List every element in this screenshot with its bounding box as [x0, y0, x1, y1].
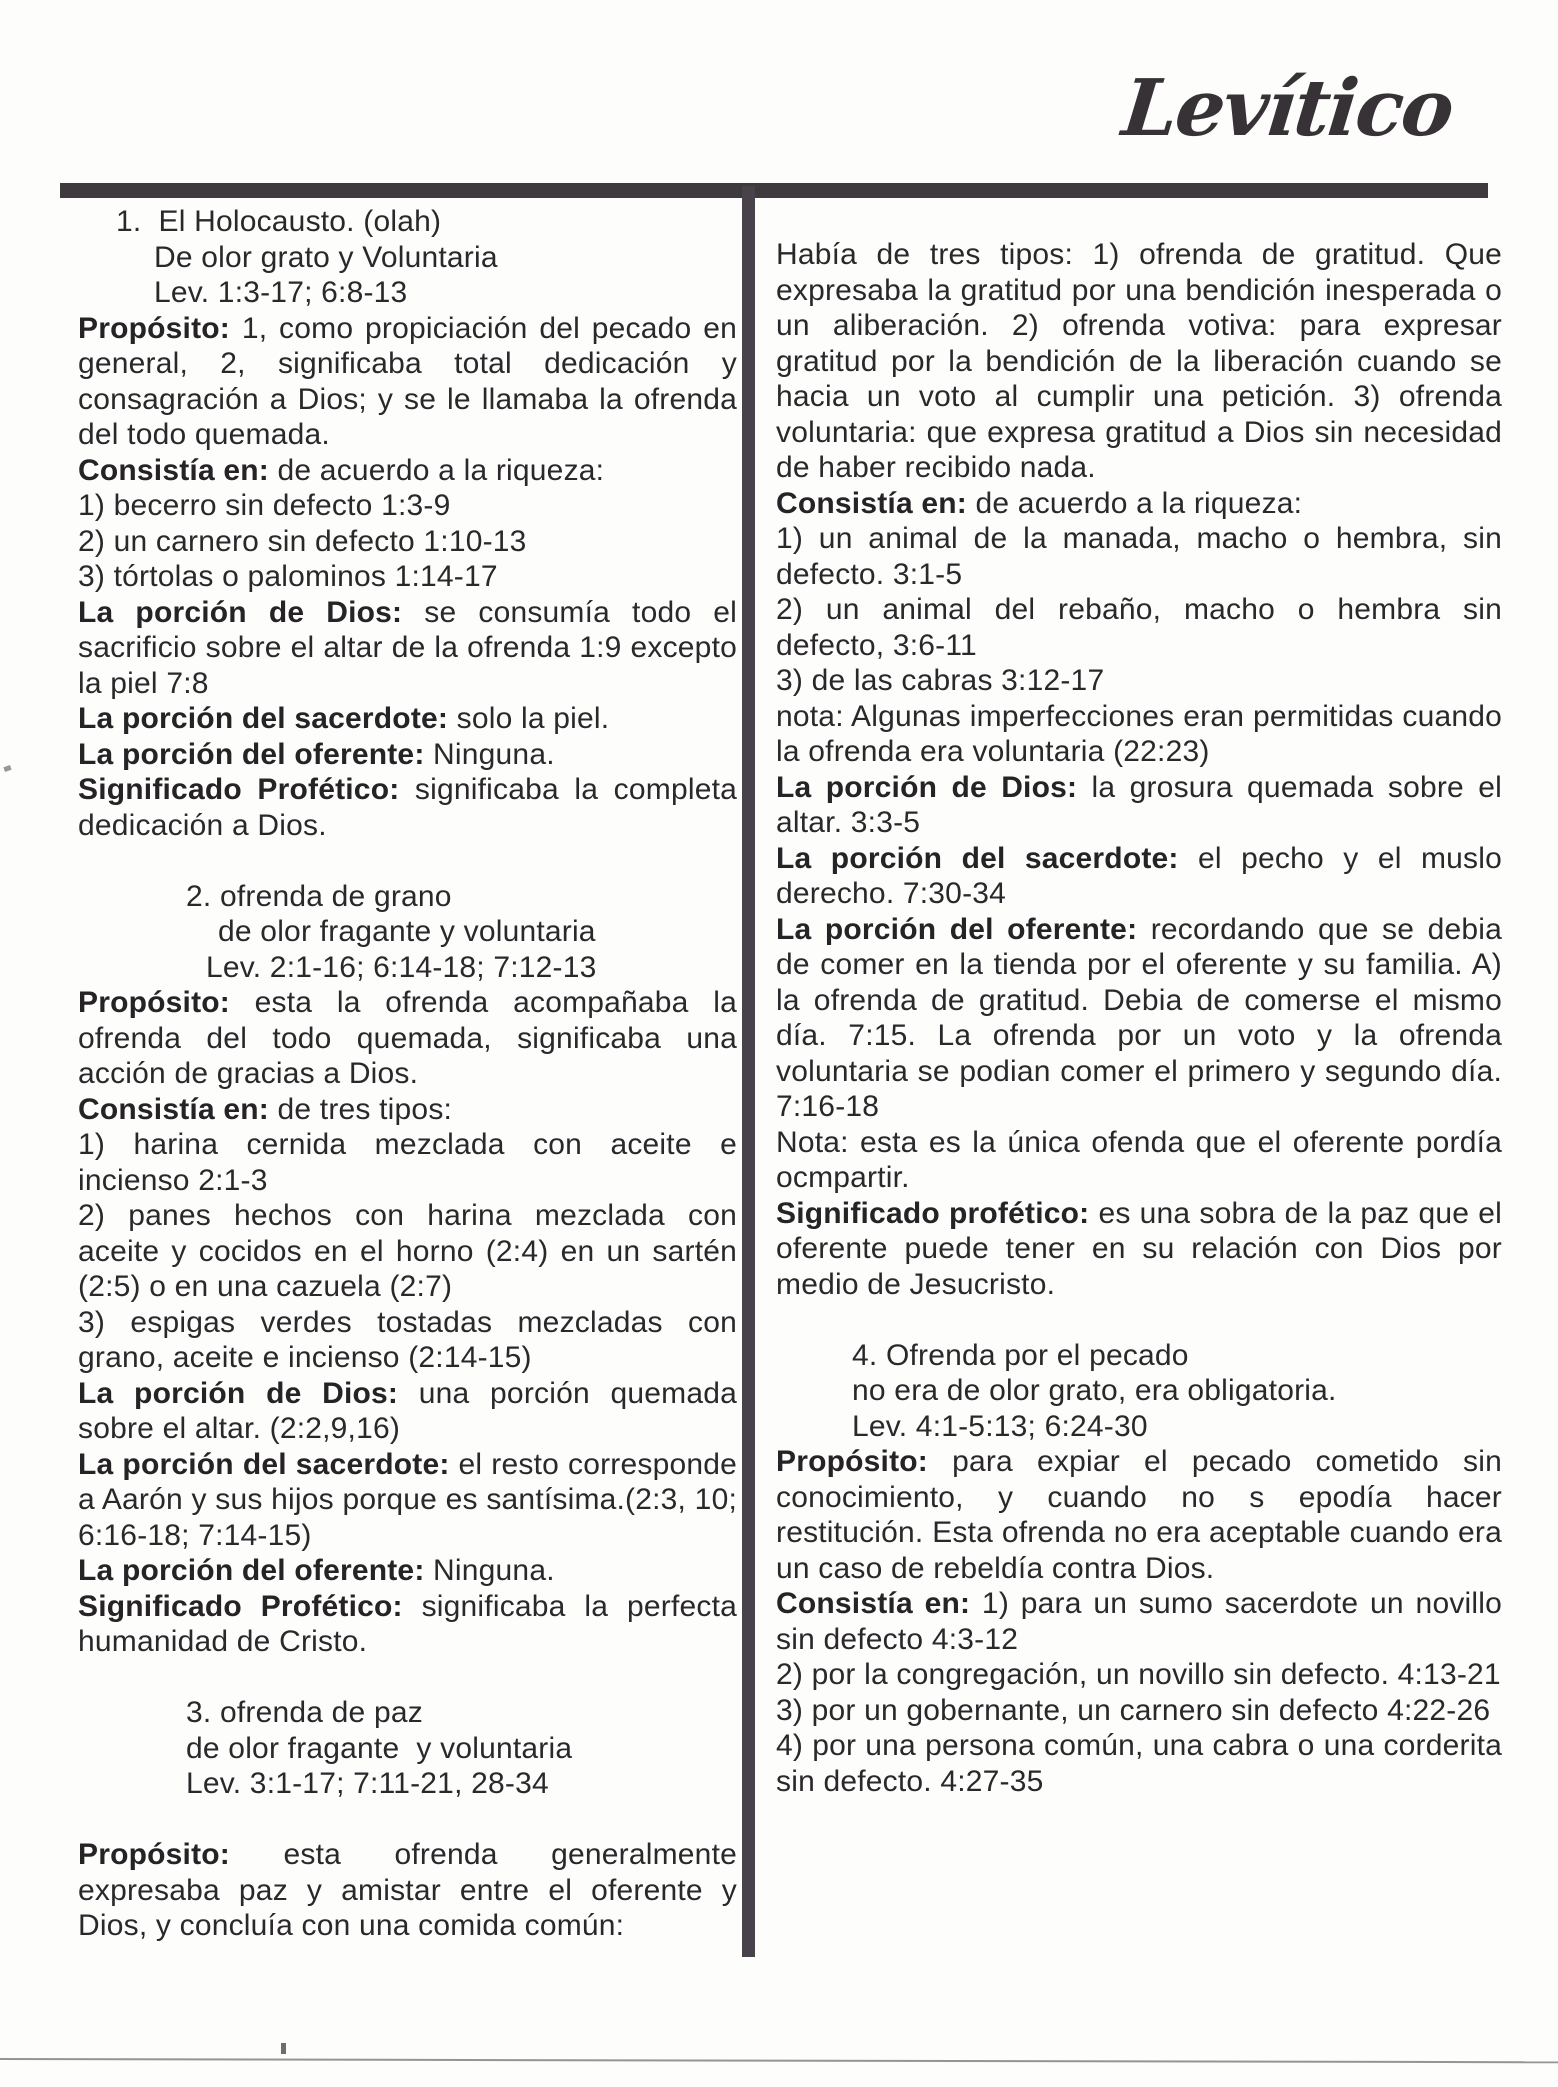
paragraph: La porción del sacerdote: el pecho y el muslo derecho. 7:30-34 [776, 841, 1502, 910]
offering-heading [78, 879, 737, 986]
footer-rule [0, 2058, 1558, 2063]
heading-line: de olor fragante y voluntaria [218, 915, 596, 948]
heading-line: Lev. 1:3-17; 6:8-13 [154, 276, 408, 309]
paragraph: 3) tórtolas o palominos 1:14-17 [78, 560, 498, 593]
paragraph: La porción del oferente: Ninguna. [78, 737, 555, 771]
paragraph-label: Propósito: [776, 1445, 928, 1478]
left-column [78, 204, 737, 1944]
paragraph-label: Significado profético: [776, 1196, 1090, 1230]
paragraph-label: La porción del oferente: [776, 912, 1138, 946]
paragraph-label: Consistía en: [776, 486, 967, 520]
paragraph: Significado profético: es una sobra de la paz que el oferente puede tener en su relación con Dios por medio de Jesucristo. [776, 1196, 1502, 1301]
paragraph-label: Significado Profético: [78, 773, 400, 806]
paragraph: La porción del oferente: recordando que se debia de comer en la tienda por el oferente y su familia. A) la ofrenda de gratitud. Debia de comerse el mismo día. 7:15. La ofrenda por un voto y la ofrenda voluntaria se podian comer el primero y segundo día. 7:16-18 [776, 912, 1502, 1123]
paragraph: 1) becerro sin defecto 1:3-9 [78, 489, 451, 522]
paragraph: Propósito: 1, como propiciación del pecado en general, 2, significaba total dedicación y consagración a Dios; y se le llamaba la ofrenda del todo quemada. [78, 311, 737, 451]
heading-line: De olor grato y Voluntaria [154, 240, 498, 274]
paragraph: 2) un animal del rebaño, macho o hembra sin defecto, 3:6-11 [776, 593, 1502, 662]
heading-line: de olor fragante y voluntaria [186, 1731, 573, 1765]
paragraph-label: La porción de Dios: [78, 1376, 399, 1410]
heading-line: 2. ofrenda de grano [186, 879, 452, 913]
heading-line: 4. Ofrenda por el pecado [852, 1338, 1189, 1372]
heading-line: Lev. 2:1-16; 6:14-18; 7:12-13 [206, 950, 597, 984]
paragraph: Propósito: esta ofrenda generalmente expresaba paz y amistar entre el oferente y Dios, y concluía con una comida común: [78, 1838, 737, 1942]
heading-line: no era de olor grato, era obligatoria. [852, 1374, 1337, 1407]
heading-line: Lev. 4:1-5:13; 6:24-30 [852, 1409, 1148, 1443]
page-title: Levítico [1118, 63, 1457, 154]
paragraph: Propósito: esta la ofrenda acompañaba la ofrenda del todo quemada, significaba una acción de gracias a Dios. [78, 986, 737, 1090]
paragraph: 1) harina cernida mezclada con aceite e incienso 2:1-3 [78, 1128, 737, 1197]
paragraph-label: Propósito: [78, 986, 230, 1019]
offering-heading [776, 1338, 1502, 1445]
paragraph: La porción de Dios: una porción quemada sobre el altar. (2:2,9,16) [78, 1376, 737, 1445]
paragraph: Consistía en: de acuerdo a la riqueza: [776, 486, 1303, 520]
paragraph-label: La porción del sacerdote: [78, 1447, 450, 1481]
paragraph: Nota: esta es la única ofenda que el oferente pordía ocmpartir. [776, 1125, 1502, 1194]
paragraph-label: La porción de Dios: [776, 770, 1078, 804]
paragraph: La porción de Dios: la grosura quemada sobre el altar. 3:3-5 [776, 770, 1502, 839]
paragraph: La porción del oferente: Ninguna. [78, 1554, 555, 1587]
paragraph-label: Consistía en: [78, 453, 269, 487]
paragraph: nota: Algunas imperfecciones eran permitidas cuando la ofrenda era voluntaria (22:23) [776, 699, 1502, 768]
offering-heading [78, 204, 737, 311]
column-divider [742, 186, 755, 1957]
paragraph-label: Consistía en: [78, 1092, 269, 1126]
paragraph: 2) panes hechos con harina mezclada con aceite y cocidos en el horno (2:4) en un sartén (2:5) o en una cazuela (2:7) [78, 1199, 737, 1303]
blank-line [776, 1302, 1502, 1338]
blank-line [78, 1660, 737, 1696]
paragraph-label: La porción del sacerdote: [776, 841, 1179, 875]
paragraph: 3) por un gobernante, un carnero sin defecto 4:22-26 [776, 1693, 1491, 1727]
paragraph: 2) por la congregación, un novillo sin defecto. 4:13-21 [776, 1658, 1501, 1691]
paragraph: Significado Profético: significaba la completa dedicación a Dios. [78, 773, 737, 842]
blank-line [78, 843, 737, 879]
paragraph: 4) por una persona común, una cabra o una corderita sin defecto. 4:27-35 [776, 1729, 1502, 1798]
right-column [776, 237, 1502, 1799]
paragraph-label: La porción de Dios: [78, 595, 403, 629]
paragraph: 3) de las cabras 3:12-17 [776, 664, 1105, 697]
scan-speck [281, 2043, 286, 2054]
paragraph-label: La porción del oferente: [78, 1554, 425, 1587]
paragraph: Significado Profético: significaba la perfecta humanidad de Cristo. [78, 1589, 738, 1658]
paragraph: Consistía en: 1) para un sumo sacerdote un novillo sin defecto 4:3-12 [776, 1587, 1503, 1656]
paragraph: Propósito: para expiar el pecado cometido sin conocimiento, y cuando no s epodía hacer restitución. Esta ofrenda no era aceptable cuando era un caso de rebeldía contra Dios. [776, 1445, 1502, 1585]
paragraph-label: La porción del oferente: [78, 737, 425, 771]
paragraph: La porción del sacerdote: solo la piel. [78, 702, 610, 735]
paragraph-label: La porción del sacerdote: [78, 702, 449, 735]
paragraph: Había de tres tipos: 1) ofrenda de gratitud. Que expresaba la gratitud por una bendición inesperada o un aliberación. 2) ofrenda votiva: para expresar gratitud por la bendición de la liberación cuando se hacia un voto al cumplir una petición. 3) ofrenda voluntaria: que expresa gratitud a Dios sin necesidad de haber recibido nada. [776, 238, 1502, 484]
paragraph: La porción del sacerdote: el resto corresponde a Aarón y sus hijos porque es santísima.(2:3, 10; 6:16-18; 7:14-15) [78, 1447, 737, 1552]
paragraph: 3) espigas verdes tostadas mezcladas con grano, aceite e incienso (2:14-15) [78, 1305, 737, 1374]
heading-line: Lev. 3:1-17; 7:11-21, 28-34 [186, 1767, 549, 1800]
blank-line [78, 1802, 737, 1838]
header-rule [60, 183, 1488, 198]
heading-line: 3. ofrenda de paz [186, 1696, 423, 1729]
paragraph: 1) un animal de la manada, macho o hembra, sin defecto. 3:1-5 [776, 522, 1502, 591]
heading-line: 1. El Holocausto. (olah) [116, 205, 442, 238]
paragraph: 2) un carnero sin defecto 1:10-13 [78, 524, 527, 558]
scan-speck [3, 765, 11, 772]
paragraph: La porción de Dios: se consumía todo el sacrificio sobre el altar de la ofrenda 1:9 excepto la piel 7:8 [78, 595, 738, 700]
paragraph-label: Propósito: [78, 1838, 230, 1871]
offering-heading [78, 1695, 737, 1802]
paragraph-label: Consistía en: [776, 1587, 971, 1620]
paragraph-label: Propósito: [78, 311, 230, 345]
paragraph-label: Significado Profético: [78, 1589, 403, 1623]
paragraph: Consistía en: de tres tipos: [78, 1092, 453, 1126]
paragraph: Consistía en: de acuerdo a la riqueza: [78, 453, 605, 487]
